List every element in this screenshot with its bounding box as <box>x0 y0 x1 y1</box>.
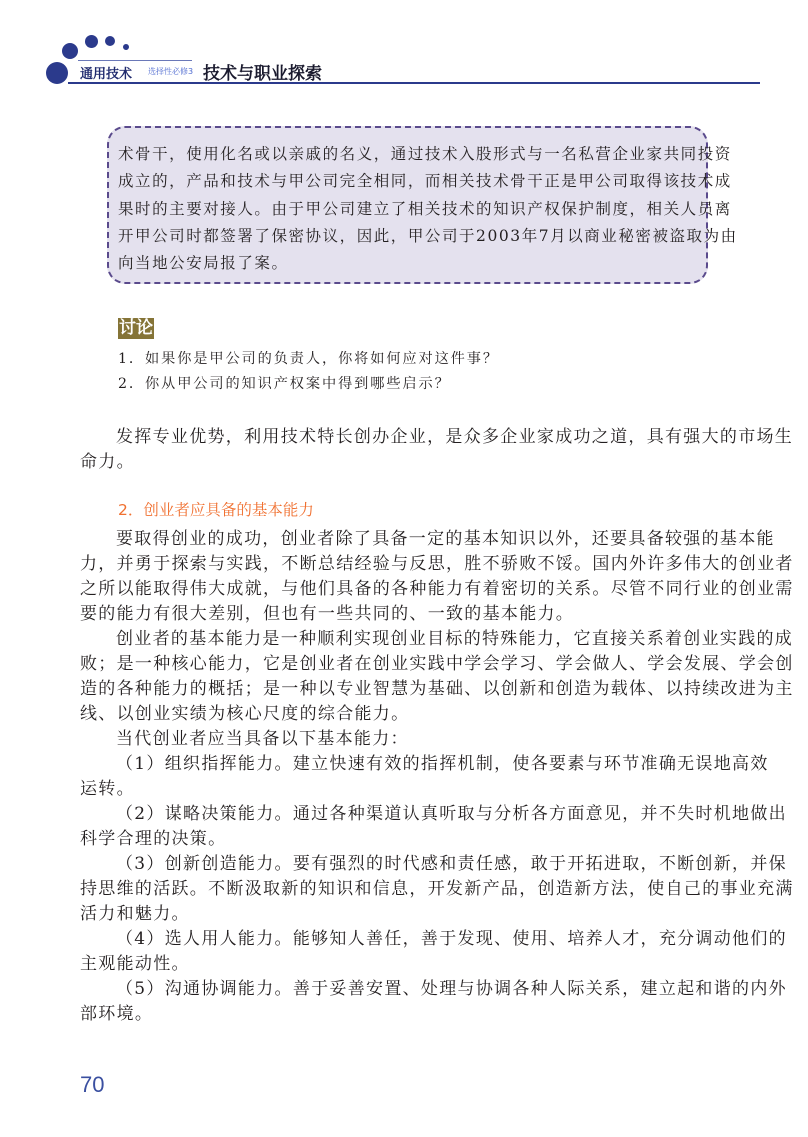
case-line: 果时的主要对接人。由于甲公司建立了相关技术的知识产权保护制度，相关人员离 <box>118 199 732 218</box>
case-line: 向当地公安局报了案。 <box>118 254 289 273</box>
text-line: 败；是一种核心能力，它是创业者在创业实践中学会学习、学会做人、学会发展、学会创 <box>80 654 794 674</box>
text-line: （1）组织指挥能力。建立快速有效的指挥机制，使各要素与环节准确无误地高效 <box>116 754 769 774</box>
text-line: （4）选人用人能力。能够知人善任，善于发现、使用、培养人才，充分调动他们的 <box>116 929 787 949</box>
discussion-question: 1．如果你是甲公司的负责人，你将如何应对这件事？ <box>118 351 499 367</box>
text-line: 造的各种能力的概括；是一种以专业智慧为基础、以创新和创造为载体、以持续改进为主 <box>80 679 794 699</box>
text-line: 活力和魅力。 <box>80 904 190 924</box>
decor-dot <box>123 44 129 50</box>
text-line: 部环境。 <box>80 1004 154 1024</box>
text-line: （2）谋略决策能力。通过各种渠道认真听取与分析各方面意见，并不失时机地做出 <box>116 804 787 824</box>
page-number: 70 <box>80 1072 105 1097</box>
text-line: 运转。 <box>80 779 135 799</box>
discussion-question: 2．你从甲公司的知识产权案中得到哪些启示？ <box>118 376 451 392</box>
text-line: 主观能动性。 <box>80 954 190 974</box>
header-bottom-rule <box>68 82 760 84</box>
decor-dot <box>85 35 98 48</box>
decor-dot <box>62 43 78 59</box>
text-line: 要取得创业的成功，创业者除了具备一定的基本知识以外，还要具备较强的基本能 <box>116 529 775 549</box>
text-line: （3）创新创造能力。要有强烈的时代感和责任感，敢于开拓进取，不断创新，并保 <box>116 854 787 874</box>
case-line: 成立的，产品和技术与甲公司完全相同，而相关技术骨干正是甲公司取得该技术成 <box>118 172 732 191</box>
text-line: （5）沟通协调能力。善于妥善安置、处理与协调各种人际关系，建立起和谐的内外 <box>116 979 787 999</box>
intro-paragraph <box>80 425 794 475</box>
decor-dot <box>46 62 68 84</box>
text-line: 当代创业者应当具备以下基本能力： <box>116 729 409 749</box>
text-line: 之所以能取得伟大成就，与他们具备的各种能力有着密切的关系。尽管不同行业的创业需 <box>80 579 794 599</box>
discussion-tag: 讨论 <box>119 318 153 338</box>
header-top-rule <box>78 60 192 61</box>
text-line: 线、以创业实绩为核心尺度的综合能力。 <box>80 704 410 724</box>
text-line: 持思维的活跃。不断汲取新的知识和信息，开发新产品，创造新方法，使自己的事业充满 <box>80 879 794 899</box>
text-line: 发挥专业优势，利用技术特长创办企业，是众多企业家成功之道，具有强大的市场生 <box>116 427 794 447</box>
book-subtitle: 选择性必修3 <box>148 67 194 76</box>
case-line: 术骨干，使用化名或以亲戚的名义，通过技术入股形式与一名私营企业家共同投资 <box>118 145 732 163</box>
text-line: 力，并勇于探索与实践，不断总结经验与反思，胜不骄败不馁。国内外许多伟大的创业者 <box>80 554 794 574</box>
body-text <box>80 527 794 1027</box>
case-study-box <box>107 126 738 284</box>
text-line: 要的能力有很大差别，但也有一些共同的、一致的基本能力。 <box>80 604 575 624</box>
section-heading: 2．创业者应具备的基本能力 <box>118 501 314 519</box>
book-title: 技术与职业探索 <box>203 64 322 84</box>
case-line: 开甲公司时都签署了保密协议，因此，甲公司于2003年7月以商业秘密被盗取为由 <box>118 226 738 245</box>
text-line: 命力。 <box>80 452 135 472</box>
book-series: 通用技术 <box>80 67 133 82</box>
text-line: 科学合理的决策。 <box>80 829 227 849</box>
decor-dot <box>105 36 115 46</box>
text-line: 创业者的基本能力是一种顺利实现创业目标的特殊能力，它直接关系着创业实践的成 <box>116 629 794 649</box>
